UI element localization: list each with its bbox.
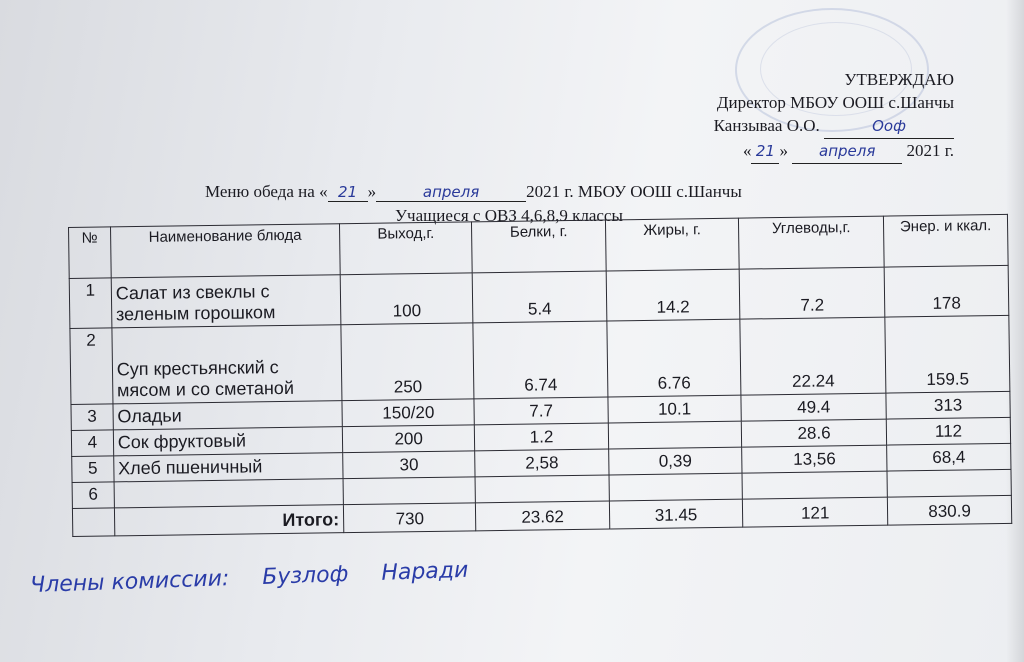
row-energy: 159.5 bbox=[885, 315, 1010, 393]
row-energy: 313 bbox=[886, 391, 1010, 419]
row-protein: 6.74 bbox=[473, 321, 607, 399]
row-carbs bbox=[742, 471, 887, 499]
total-fat: 31.45 bbox=[609, 499, 743, 529]
row-fat bbox=[608, 421, 742, 449]
commission-signer-1: Бузлоф bbox=[261, 561, 349, 590]
total-output: 730 bbox=[343, 503, 476, 533]
row-number: 1 bbox=[69, 278, 112, 329]
row-output: 30 bbox=[343, 451, 476, 479]
row-number: 3 bbox=[71, 404, 113, 431]
col-header-output: Выход,г. bbox=[340, 222, 473, 275]
approval-name-line bbox=[714, 114, 954, 139]
approval-signature: Ооф bbox=[824, 115, 954, 139]
row-dish bbox=[114, 479, 344, 508]
row-energy: 112 bbox=[886, 417, 1010, 445]
col-header-carbs: Углеводы,г. bbox=[739, 216, 885, 269]
row-protein: 1.2 bbox=[475, 423, 609, 451]
row-carbs: 22.24 bbox=[740, 317, 886, 395]
approval-heading: УТВЕРЖДАЮ bbox=[844, 70, 954, 89]
row-energy: 68,4 bbox=[887, 443, 1011, 471]
table-row bbox=[70, 315, 1010, 404]
row-number: 2 bbox=[70, 328, 113, 405]
row-dish: Оладьи bbox=[113, 401, 343, 430]
approval-date-open: « bbox=[742, 141, 752, 160]
total-number-cell bbox=[72, 508, 114, 537]
title-mid: » bbox=[367, 182, 377, 201]
commission-signer-2: Наради bbox=[380, 557, 469, 586]
col-header-dish: Наименование блюда bbox=[110, 224, 340, 278]
approval-year: 2021 г. bbox=[906, 141, 954, 160]
total-protein: 23.62 bbox=[476, 501, 610, 531]
row-number: 5 bbox=[72, 456, 114, 483]
row-carbs: 7.2 bbox=[739, 267, 885, 319]
commission-signatures bbox=[30, 557, 495, 598]
approval-date bbox=[714, 139, 954, 164]
approval-date-mid: » bbox=[779, 141, 788, 160]
title-suffix: 2021 г. МБОУ ООШ с.Шанчы bbox=[526, 182, 742, 201]
row-output bbox=[343, 477, 476, 505]
row-output: 150/20 bbox=[342, 399, 475, 427]
menu-subtitle: Учащиеся с ОВЗ 4,6,8,9 классы bbox=[395, 206, 623, 225]
row-protein: 2,58 bbox=[475, 449, 609, 477]
row-number: 4 bbox=[71, 430, 113, 457]
approval-day: 21 bbox=[751, 140, 779, 164]
approval-block bbox=[714, 68, 954, 164]
row-carbs: 13,56 bbox=[742, 445, 887, 473]
row-energy bbox=[887, 469, 1011, 497]
title-prefix: Меню обеда на « bbox=[205, 182, 328, 201]
menu-table bbox=[68, 214, 1012, 537]
row-number: 6 bbox=[72, 482, 114, 509]
commission-label: Члены комиссии: bbox=[29, 566, 230, 599]
row-protein bbox=[475, 475, 609, 503]
row-dish: Сок фруктовый bbox=[113, 427, 343, 456]
row-dish: Салат из свеклы с зеленым горошком bbox=[111, 275, 341, 328]
row-carbs: 49.4 bbox=[741, 393, 886, 421]
col-header-number: № bbox=[69, 227, 112, 279]
col-header-fat: Жиры, г. bbox=[605, 218, 739, 271]
row-protein: 7.7 bbox=[474, 397, 608, 425]
title-day: 21 bbox=[328, 183, 368, 202]
row-fat: 6.76 bbox=[607, 319, 741, 397]
row-protein: 5.4 bbox=[473, 271, 607, 323]
total-label: Итого: bbox=[114, 505, 344, 536]
row-output: 250 bbox=[341, 323, 474, 401]
row-output: 200 bbox=[342, 425, 475, 453]
col-header-protein: Белки, г. bbox=[472, 220, 606, 273]
title-month: апреля bbox=[376, 183, 526, 202]
row-dish: Хлеб пшеничный bbox=[114, 453, 344, 482]
row-fat: 10.1 bbox=[608, 395, 742, 423]
row-fat: 0,39 bbox=[608, 447, 742, 475]
row-output: 100 bbox=[340, 273, 473, 325]
approval-director: Директор МБОУ ООШ с.Шанчы bbox=[716, 93, 954, 112]
row-dish: Суп крестьянский с мясом и со сметаной bbox=[112, 325, 342, 404]
row-fat bbox=[609, 473, 743, 501]
total-carbs: 121 bbox=[743, 497, 888, 527]
row-fat: 14.2 bbox=[606, 269, 740, 321]
row-carbs: 28.6 bbox=[741, 419, 886, 447]
col-header-energy: Энер. и ккал. bbox=[884, 214, 1009, 267]
approval-name: Канзываа О.О. bbox=[713, 116, 820, 135]
row-energy: 178 bbox=[884, 265, 1009, 317]
approval-month: апреля bbox=[792, 140, 902, 164]
total-energy: 830.9 bbox=[887, 495, 1011, 525]
menu-title bbox=[205, 182, 742, 202]
